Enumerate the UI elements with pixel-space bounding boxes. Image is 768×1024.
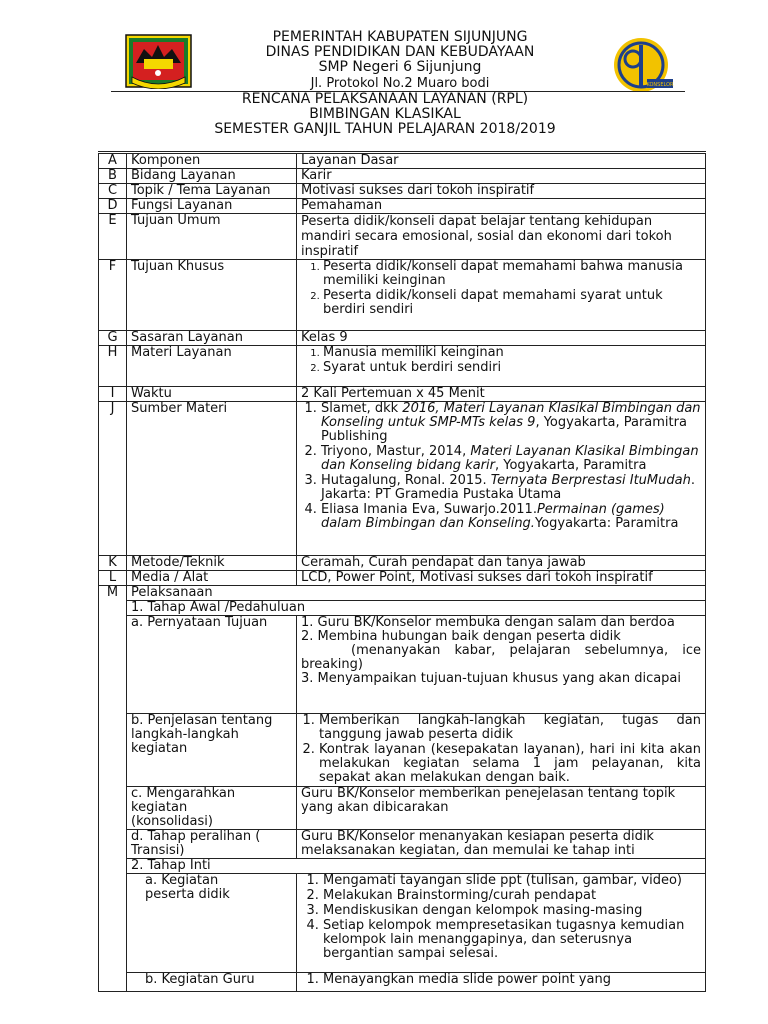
title-line-2: BIMBINGAN KLASIKAL [309,106,461,122]
row-letter: A [99,153,127,169]
row-i [99,387,706,402]
source-title: Ternyata Berprestasi ItuMudah [490,473,691,488]
step-label [127,830,297,859]
step-label-text: c. Mengarahkan kegiatan (konsolidasi) [131,786,236,829]
kegiatan-peserta-row [99,874,706,973]
row-value [297,402,706,556]
list-item: 2. Peserta didik/konseli dapat memahami syarat untuk berdiri sendiri [323,289,701,317]
step-label-text: d. Tahap peralihan ( Transisi) [131,829,261,858]
tahap-awal-row [99,601,706,616]
source-item [321,503,701,531]
step-label-text: a. Pernyataan Tujuan [131,615,268,630]
row-d [99,199,706,214]
row-value: Kelas 9 [297,331,706,346]
list-item: 4. Setiap kelompok mempresetasikan tugasnya kemudian kelompok lain menanggapinya, dan seterusnya bergantian sampai selesai. [323,919,701,961]
row-label: Sasaran Layanan [127,331,297,346]
step-content: Guru BK/Konselor menanyakan kesiapan peserta didik melaksanakan kegiatan, dan memulai ke tahap inti [297,830,706,859]
list-item: 2. Syarat untuk berdiri sendiri [323,361,701,375]
row-label: Tujuan Umum [127,214,297,260]
source-title: Permainan (games) dalam Bimbingan dan Konseling. [321,502,665,531]
row-a [99,153,706,169]
source-title: 2016, Materi Layanan Klasikal Bimbingan dan Konseling untuk SMP-MTs kelas 9 [321,401,701,430]
row-label: Metode/Teknik [127,556,297,571]
row-m [99,586,706,601]
row-l [99,571,706,586]
row-letter: M [99,586,127,992]
source-text: Hutagalung, Ronal. 2015. [321,473,491,488]
row-b [99,169,706,184]
tahap-inti-title: 2. Tahap Inti [127,859,706,874]
row-letter: H [99,346,127,387]
row-letter: E [99,214,127,260]
row-value [297,346,706,387]
row-label: Bidang Layanan [127,169,297,184]
konselor-logo-text: KONSELOR [646,82,674,88]
title-line-1: RENCANA PELAKSANAAN LAYANAN (RPL) [241,91,529,107]
source-text: . Jakarta: PT Gramedia Pustaka Utama [321,473,695,502]
tahap-awal-title: 1. Tahap Awal /Pedahuluan [127,601,706,616]
step-line: 1. Guru BK/Konselor membuka dengan salam dan berdoa [301,615,675,630]
step-content [297,714,706,787]
step-label-text: b. Kegiatan Guru [145,972,255,987]
step-label-text: a. Kegiatan peserta didik [145,873,230,902]
source-title: Materi Layanan Klasikal Bimbingan dan Konseling bidang karir [321,444,699,473]
row-value: Peserta didik/konseli dapat belajar tentang kehidupan mandiri secara emosional, sosial dan ekonomi dari tokoh inspiratif [297,214,706,260]
source-item [321,402,701,444]
source-text: Eliasa Imania Eva, Suwarjo.2011. [321,502,537,517]
row-letter: G [99,331,127,346]
row-value: LCD, Power Point, Motivasi sukses dari tokoh inspiratif [297,571,706,586]
step-label [127,714,297,787]
row-label: Materi Layanan [127,346,297,387]
source-text: , Yogyakarta, Paramitra Publishing [321,415,687,444]
sijunjung-crest-logo [124,33,193,89]
list-item: 2. Kontrak layanan (kesepakatan layanan), hari ini kita akan melakukan kegiatan selama 1 jam pelayanan, kita sepakat akan melakukan dengan baik. [319,743,701,785]
source-text: Triyono, Mastur, 2014, [321,444,471,459]
row-f [99,260,706,331]
step-line: 3. Menyampaikan tujuan-tujuan khusus yang akan dicapai [301,671,682,686]
step-label-text: b. Penjelasan tentang langkah-langkah kegiatan [131,713,273,756]
title-line-3: SEMESTER GANJIL TAHUN PELAJARAN 2018/2019 [214,121,556,137]
step-label [127,787,297,830]
step-content [297,874,706,973]
row-label: Media / Alat [127,571,297,586]
row-label: Fungsi Layanan [127,199,297,214]
row-h [99,346,706,387]
step-content [297,973,706,992]
header-line-4: Jl. Protokol No.2 Muaro bodi [310,76,490,91]
row-letter: C [99,184,127,199]
list-item: 1. Manusia memiliki keinginan [323,346,701,360]
source-text: Slamet, dkk [321,401,403,416]
row-value: Karir [297,169,706,184]
row-value: Motivasi sukses dari tokoh inspiratif [297,184,706,199]
row-c [99,184,706,199]
row-letter: F [99,260,127,331]
row-j [99,402,706,556]
step-label [127,874,297,973]
kegiatan-guru-row [99,973,706,992]
row-label: Tujuan Khusus [127,260,297,331]
row-letter: J [99,402,127,556]
list-item: 1. Mengamati tayangan slide ppt (tulisan, gambar, video) [323,874,701,888]
row-value [297,260,706,331]
tahap-inti-row [99,859,706,874]
row-e [99,214,706,260]
row-label: Komponen [127,153,297,169]
header-line-1: PEMERINTAH KABUPATEN SIJUNJUNG [272,29,528,45]
row-g [99,331,706,346]
row-value: 2 Kali Pertemuan x 45 Menit [297,387,706,402]
peralihan-row [99,830,706,859]
step-line: 2. Membina hubungan baik dengan peserta didik [301,629,621,644]
rpl-table [98,151,706,992]
list-item: 1. Memberikan langkah-langkah kegiatan, tugas dan tanggung jawab peserta didik [319,714,701,742]
step-label [127,616,297,714]
row-k [99,556,706,571]
step-line: (menanyakan kabar, pelajaran sebelumnya, ice breaking) [301,643,701,672]
row-value: Layanan Dasar [297,153,706,169]
list-item: 2. Melakukan Brainstorming/curah pendapat [323,889,701,903]
row-letter: I [99,387,127,402]
row-letter: K [99,556,127,571]
row-letter: B [99,169,127,184]
step-label [127,973,297,992]
source-item [321,474,701,502]
step-content [297,616,706,714]
source-text: Yogyakarta: Paramitra [534,516,679,531]
pernyataan-tujuan-row [99,616,706,714]
list-item: 1. Peserta didik/konseli dapat memahami bahwa manusia memiliki keinginan [323,260,701,288]
source-text: , Yogyakarta, Paramitra [494,458,647,473]
row-label: Topik / Tema Layanan [127,184,297,199]
list-item: 3. Mendiskusikan dengan kelompok masing-masing [323,904,701,918]
row-label: Waktu [127,387,297,402]
mengarahkan-row [99,787,706,830]
header-line-2: DINAS PENDIDIKAN DAN KEBUDAYAAN [265,44,535,60]
row-letter: L [99,571,127,586]
row-value: Pemahaman [297,199,706,214]
penjelasan-row [99,714,706,787]
row-label: Sumber Materi [127,402,297,556]
list-item: 1. Menayangkan media slide power point yang [323,973,701,987]
source-item [321,445,701,473]
step-content: Guru BK/Konselor memberikan penejelasan tentang topik yang akan dibicarakan [297,787,706,830]
row-letter: D [99,199,127,214]
header-line-3: SMP Negeri 6 Sijunjung [318,59,482,75]
row-label: Pelaksanaan [127,586,706,601]
row-value: Ceramah, Curah pendapat dan tanya jawab [297,556,706,571]
konselor-logo [607,35,677,95]
